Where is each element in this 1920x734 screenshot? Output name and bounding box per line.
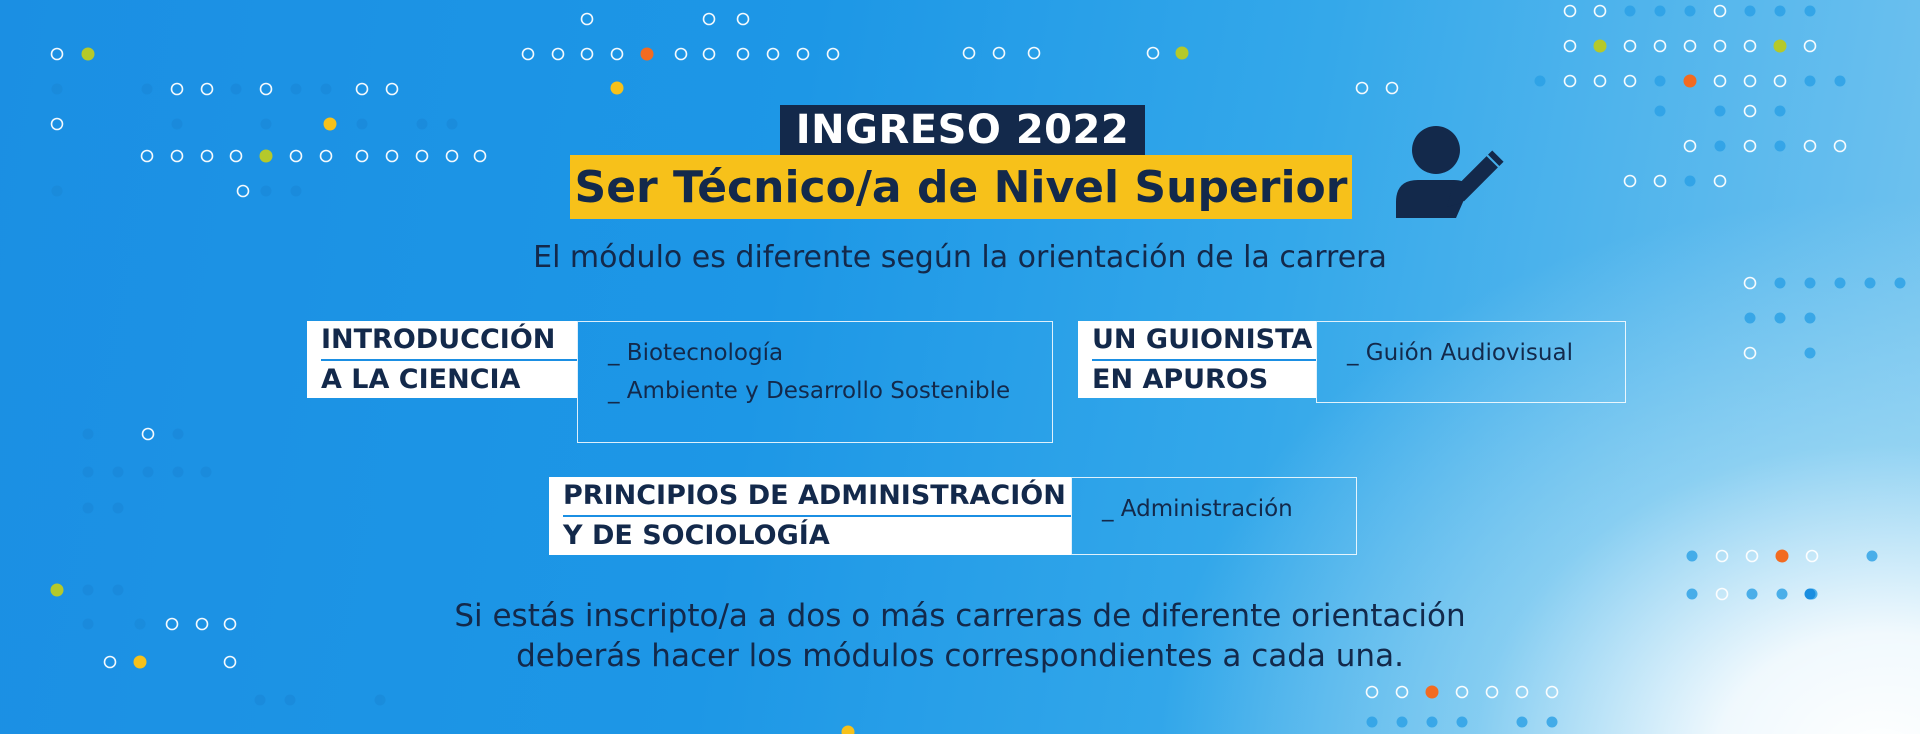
footer-line2: deberás hacer los módulos correspondientes a cada una. [516,638,1404,674]
module-name [549,477,1071,555]
career-item: _ Administración [1102,496,1293,522]
footer-line1: Si estás inscripto/a a dos o más carreras de diferente orientación [454,598,1466,634]
module-guionista-apuros [1078,321,1626,403]
user-with-pencil-icon [1390,122,1515,222]
career-item: _ Biotecnología [608,340,784,366]
module-name-line2: Y DE SOCIOLOGÍA [563,520,830,551]
module-name [307,321,577,398]
module-name-line1: INTRODUCCIÓN [321,321,577,361]
module-name-line2: A LA CIENCIA [321,363,521,395]
header-label: INGRESO 2022 [795,107,1130,153]
footer-note [0,596,1920,676]
module-introduccion-ciencia [307,321,1053,443]
career-item: _ Guión Audiovisual [1347,340,1573,366]
module-careers-list [1316,321,1626,403]
page-title: Ser Técnico/a de Nivel Superior [574,161,1348,213]
header-title-badge [570,155,1352,219]
career-item: _ Ambiente y Desarrollo Sostenible [608,378,1011,404]
module-name-line2: EN APUROS [1092,363,1269,395]
subtitle: El módulo es diferente según la orientación de la carrera [533,240,1387,275]
module-careers-list [1071,477,1357,555]
module-name-line1: PRINCIPIOS DE ADMINISTRACIÓN [563,477,1071,517]
module-name-line1: UN GUIONISTA [1092,321,1316,361]
module-careers-list [577,321,1053,443]
module-principios-administracion [549,477,1357,555]
header-label-badge [780,105,1145,155]
module-name [1078,321,1316,398]
